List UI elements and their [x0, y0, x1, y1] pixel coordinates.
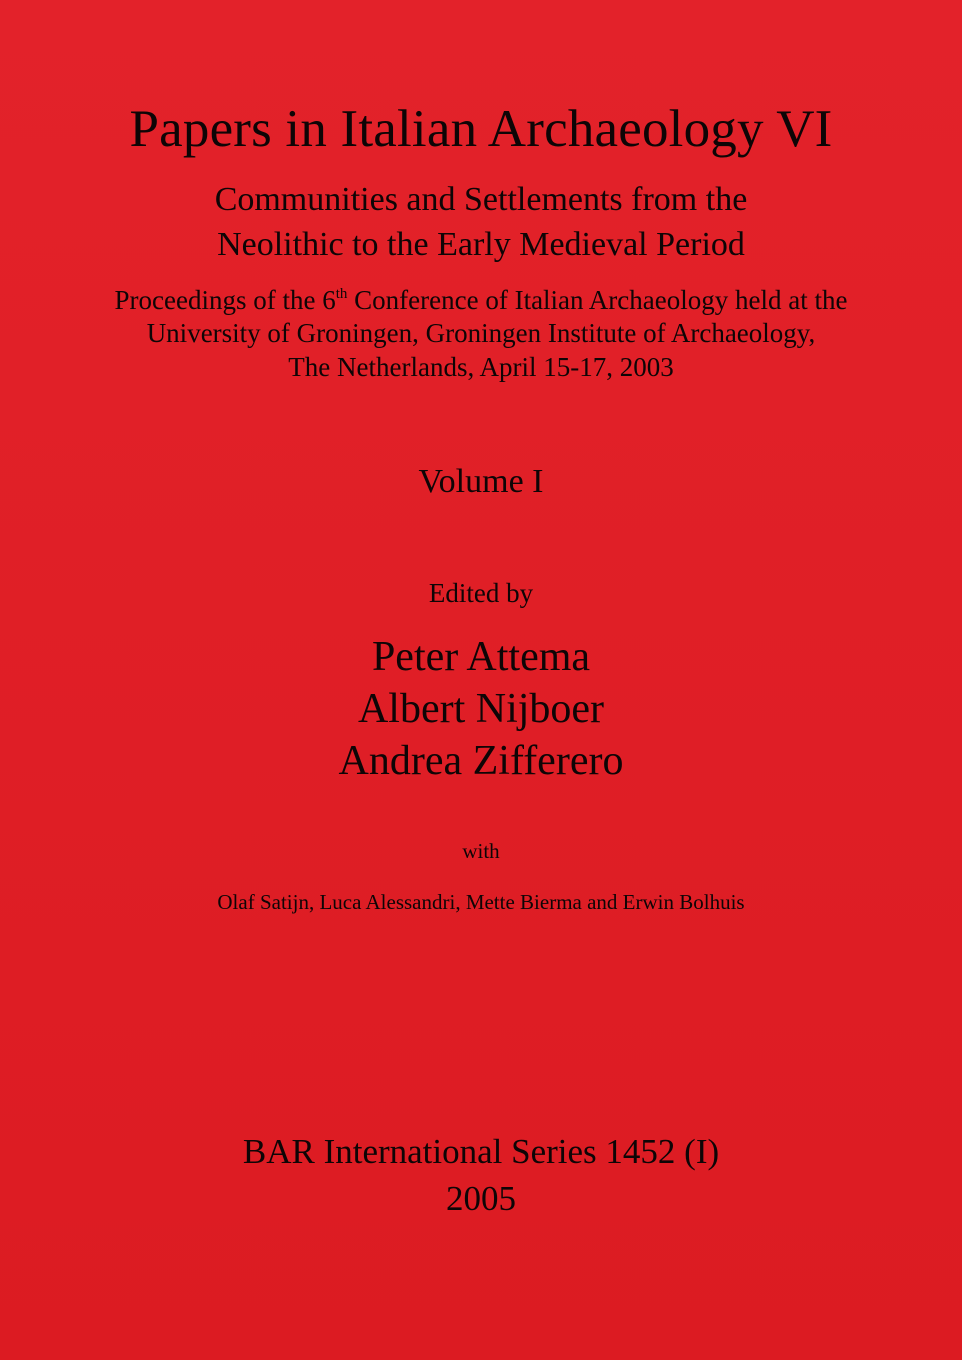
- with-label: with: [462, 839, 500, 863]
- editor-name: Andrea Zifferero: [338, 738, 624, 784]
- contributors-list: Olaf Satijn, Luca Alessandri, Mette Bierma and Erwin Bolhuis: [217, 890, 745, 914]
- proceedings-line-2: University of Groningen, Groningen Institute of Archaeology,: [146, 318, 816, 348]
- series-info: BAR International Series 1452 (I): [242, 1132, 720, 1171]
- proceedings-line-3: The Netherlands, April 15-17, 2003: [288, 352, 674, 382]
- publication-year: 2005: [446, 1179, 516, 1218]
- book-title: Papers in Italian Archaeology VI: [129, 100, 833, 158]
- proceedings-line-1-start: Proceedings of the 6: [114, 285, 336, 315]
- editor-name: Albert Nijboer: [357, 686, 605, 732]
- proceedings-line-1-end: Conference of Italian Archaeology held at the: [347, 285, 848, 315]
- ordinal-suffix: th: [335, 286, 348, 302]
- subtitle-line-2: Neolithic to the Early Medieval Period: [217, 226, 745, 263]
- subtitle-line-1: Communities and Settlements from the: [214, 181, 748, 218]
- volume-label: Volume I: [418, 463, 544, 500]
- edited-by-label: Edited by: [428, 578, 534, 608]
- editor-name: Peter Attema: [371, 634, 591, 680]
- proceedings-line-1: [0, 287, 962, 314]
